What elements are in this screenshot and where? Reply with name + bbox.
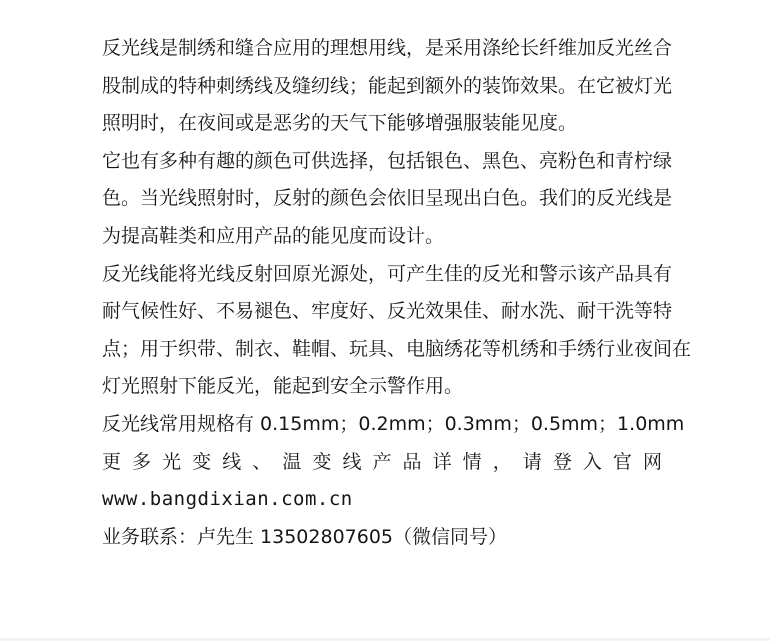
text-line: 灯光照射下能反光，能起到安全示警作用。 <box>102 375 464 398</box>
more-products-line: 更多光变线、温变线产品详情，请登入官网 <box>102 450 662 473</box>
paragraph-colors <box>102 146 673 259</box>
text-line: 股制成的特种刺绣线及缝纫线；能起到额外的装饰效果。在它被灯光 <box>102 74 673 97</box>
website-link[interactable]: www.bangdixian.com.cn <box>102 488 353 511</box>
paragraph-specs-contact <box>102 409 685 559</box>
paragraph-intro <box>102 33 673 146</box>
text-line: 为提高鞋类和应用产品的能见度而设计。 <box>102 224 445 247</box>
text-line: 反光线是制绣和缝合应用的理想用线，是采用涤纶长纤维加反光丝合 <box>102 37 673 59</box>
contact-line: 业务联系：卢先生 13502807605（微信同号） <box>102 525 508 548</box>
text-line: 耐气候性好、不易褪色、牢度好、反光效果佳、耐水洗、耐干洗等特 <box>102 300 673 323</box>
text-line: 色。当光线照射时，反射的颜色会依旧呈现出白色。我们的反光线是 <box>102 187 673 210</box>
text-line: 反光线能将光线反射回原光源处，可产生佳的反光和警示该产品具有 <box>102 262 673 285</box>
spec-line: 反光线常用规格有 0.15mm；0.2mm；0.3mm；0.5mm；1.0mm <box>102 412 685 435</box>
paragraph-features <box>102 259 692 409</box>
text-line: 点；用于织带、制衣、鞋帽、玩具、电脑绣花等机绣和手绣行业夜间在 <box>102 337 692 360</box>
text-line: 照明时，在夜间或是恶劣的天气下能够增强服装能见度。 <box>102 112 578 135</box>
text-line: 它也有多种有趣的颜色可供选择，包括银色、黑色、亮粉色和青柠绿 <box>102 149 673 172</box>
document-body <box>102 33 692 559</box>
